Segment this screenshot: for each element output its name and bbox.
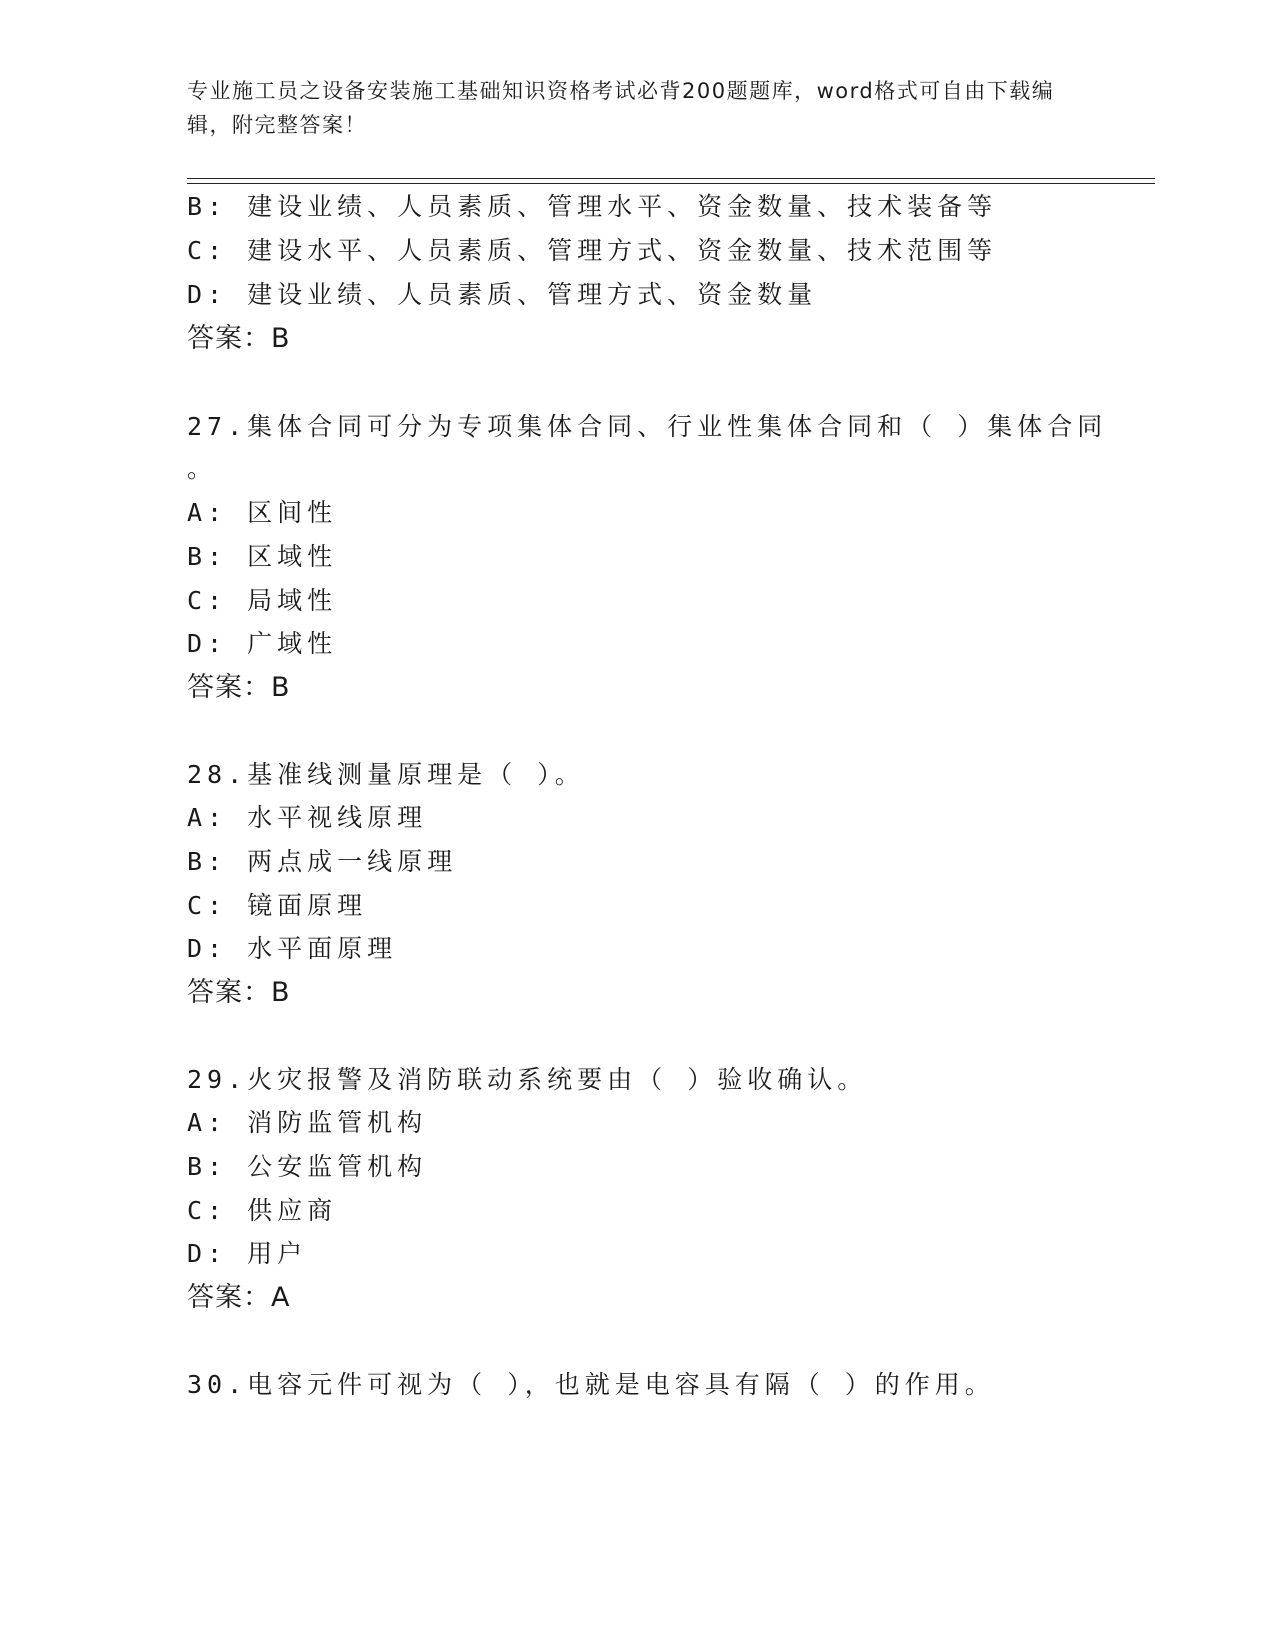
- answer-line: 答案：B: [187, 323, 291, 354]
- option-b: B: 公安监管机构: [187, 1152, 428, 1181]
- option-b: B: 建设业绩、人员素质、管理水平、资金数量、技术装备等: [187, 192, 998, 221]
- header-divider-top: [187, 178, 1155, 179]
- question-30-stem: 30.电容元件可视为（ ），也就是电容具有隔（ ）的作用。: [187, 1370, 995, 1399]
- option-d: D: 广域性: [187, 629, 338, 658]
- question-27-stem: 27.集体合同可分为专项集体合同、行业性集体合同和（ ）集体合同: [187, 412, 1108, 441]
- option-c: C: 建设水平、人员素质、管理方式、资金数量、技术范围等: [187, 236, 998, 265]
- answer-line: 答案：A: [187, 1282, 291, 1313]
- answer-line: 答案：B: [187, 977, 291, 1008]
- option-b: B: 区域性: [187, 542, 338, 571]
- question-28-stem: 28.基准线测量原理是（ ）。: [187, 760, 585, 789]
- option-d: D: 水平面原理: [187, 934, 398, 963]
- answer-line: 答案：B: [187, 672, 291, 703]
- option-c: C: 局域性: [187, 586, 338, 615]
- option-d: D: 用户: [187, 1239, 308, 1268]
- option-c: C: 供应商: [187, 1196, 338, 1225]
- option-a: A: 水平视线原理: [187, 803, 428, 832]
- option-c: C: 镜面原理: [187, 891, 368, 920]
- option-a: A: 区间性: [187, 498, 338, 527]
- header-divider-bottom: [187, 183, 1155, 184]
- document-header-title: 专业施工员之设备安装施工基础知识资格考试必背200题题库，word格式可自由下载编辑，附完整答案！: [187, 79, 1055, 137]
- option-a: A: 消防监管机构: [187, 1108, 428, 1137]
- question-29-stem: 29.火灾报警及消防联动系统要由（ ）验收确认。: [187, 1065, 868, 1094]
- question-27-stem-continued: 。: [187, 454, 218, 483]
- option-d: D: 建设业绩、人员素质、管理方式、资金数量: [187, 280, 818, 309]
- option-b: B: 两点成一线原理: [187, 847, 458, 876]
